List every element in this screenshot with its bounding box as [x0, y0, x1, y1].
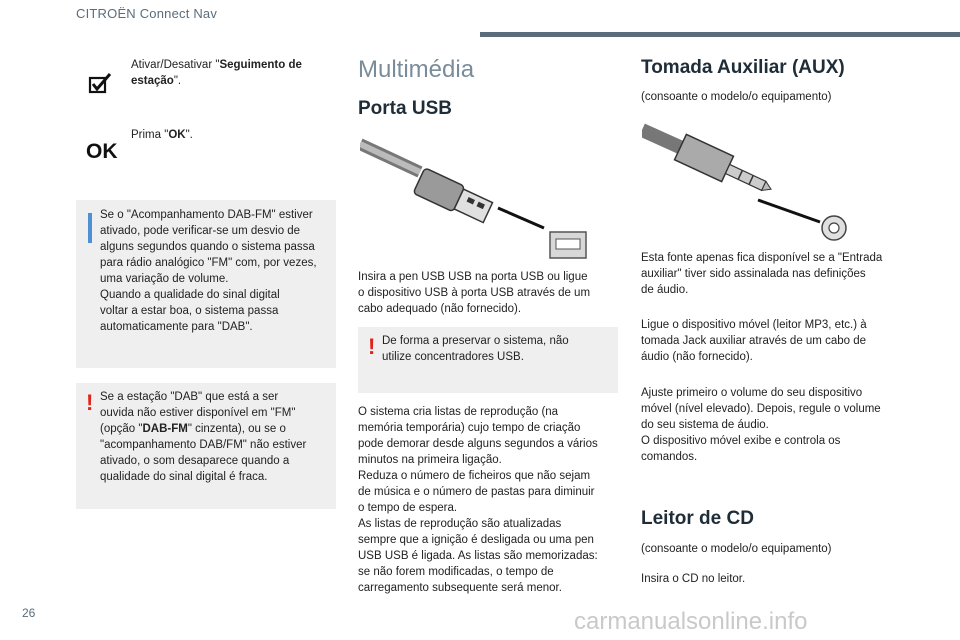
warning-text: Se a estação "DAB" que está a ser ouvida não estiver disponível em "FM" (opção "DAB-FM" cinzenta), ou se o "acompanhamento DAB/FM" não estiver ativado, o som desaparece quando a qualidade do sinal digital é fraca.	[100, 391, 307, 483]
info-icon	[88, 213, 92, 243]
page-number: 26	[22, 606, 36, 620]
jack-plug-illustration	[642, 122, 854, 242]
usb-heading: Porta USB	[358, 98, 452, 119]
aux-connect: Ligue o dispositivo móvel (leitor MP3, etc.) à tomada Jack auxiliar através de um cabo de áudio (não fornecido).	[641, 319, 867, 363]
manual-title: CITROËN Connect Nav	[76, 6, 218, 21]
checkbox-tick-icon	[88, 72, 114, 94]
info-text: Se o "Acompanhamento DAB-FM" estiver ativado, pode verificar-se um desvio de alguns segundos quando o sistema passa para rádio analógico "FM" com, por vezes, uma variação de volume. Quando a qualidade do sinal digital voltar a estar boa, o sistema passa automaticamente para "DAB".	[100, 209, 317, 333]
cd-instruction: Insira o CD no leitor.	[641, 573, 746, 585]
usb-instruction: Insira a pen USB USB na porta USB ou ligue o dispositivo USB à porta USB através de um cabo adequado (não fornecido).	[358, 271, 591, 315]
warning-icon: !	[368, 334, 376, 359]
section-title: Multimédia	[358, 56, 475, 83]
playlist-text: O sistema cria listas de reprodução (na memória temporária) cujo tempo de criação pode demorar desde alguns segundos a vários minutos na primeira ligação. Reduza o número de ficheiros que não sejam de música e o número de pastas para diminuir o tempo de espera. As listas de reprodução são atualizadas sempre que a ignição é desligada ou uma pen USB USB é ligada. As listas são memorizadas: se não forem modificadas, o tempo de carregamento subsequente será menor.	[358, 406, 598, 594]
header-bar	[480, 32, 960, 37]
cd-note: (consoante o modelo/o equipamento)	[641, 543, 832, 555]
usb-plug-illustration	[360, 136, 590, 262]
usb-warning-text: De forma a preservar o sistema, não utilize concentradores USB.	[382, 335, 569, 363]
aux-heading: Tomada Auxiliar (AUX)	[641, 57, 845, 78]
aux-volume: Ajuste primeiro o volume do seu dispositivo móvel (nível elevado). Depois, regule o volume do seu sistema de áudio. O dispositivo móvel exibe e controla os comandos.	[641, 387, 881, 463]
press-ok-instruction: Prima "OK".	[131, 129, 193, 141]
aux-note: (consoante o modelo/o equipamento)	[641, 91, 832, 103]
toggle-instruction: Ativar/Desativar "Seguimento de estação".	[131, 59, 302, 87]
watermark: carmanualsonline.info	[574, 608, 808, 635]
aux-availability: Esta fonte apenas fica disponível se a "Entrada auxiliar" tiver sido assinalada nas definições de áudio.	[641, 252, 883, 296]
ok-icon: OK	[86, 140, 118, 163]
cd-heading: Leitor de CD	[641, 508, 754, 529]
warning-icon: !	[86, 390, 94, 415]
